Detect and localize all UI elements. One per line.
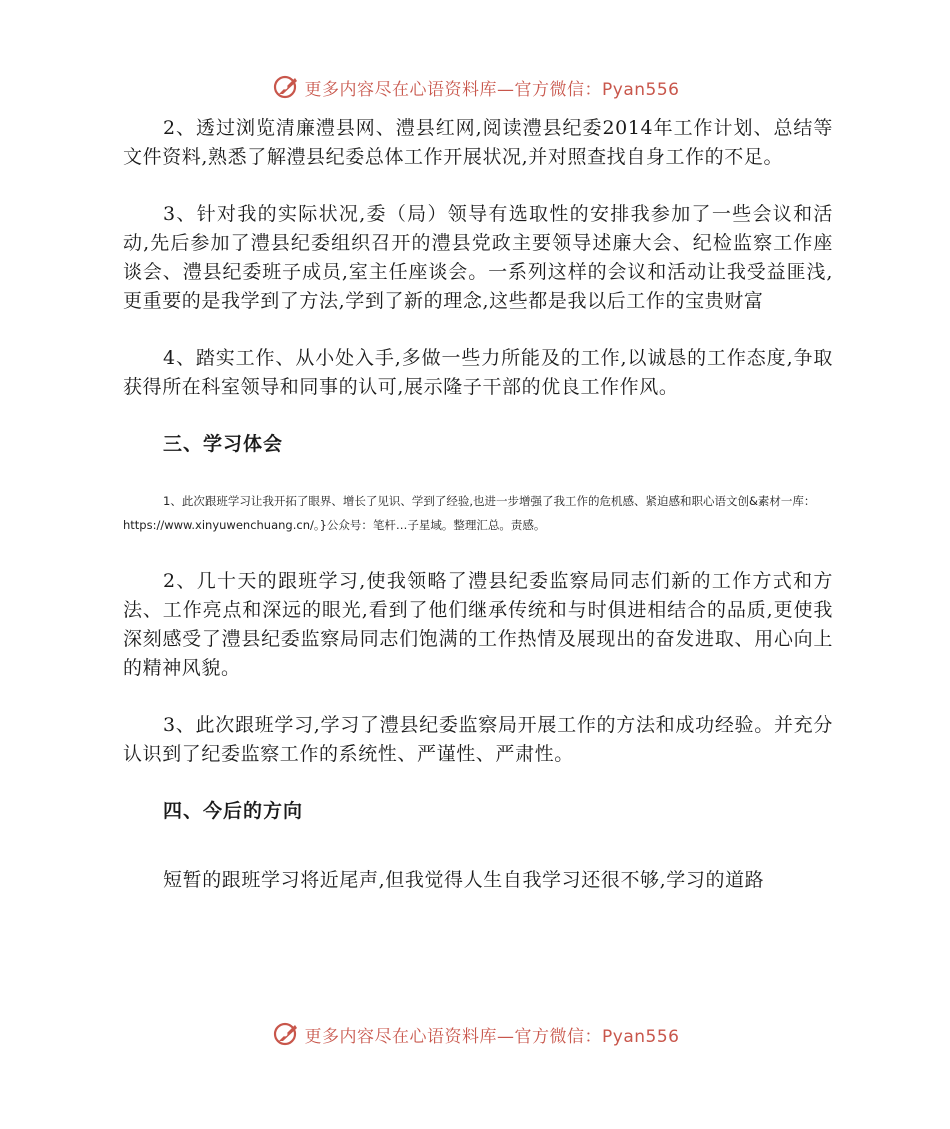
paragraph: 短暂的跟班学习将近尾声,但我觉得人生自我学习还很不够,学习的道路	[163, 869, 765, 891]
header-banner	[0, 67, 950, 107]
paragraph: 3、此次跟班学习,学习了澧县纪委监察局开展工作的方法和成功经验。并充分认识到了纪委监察工作的系统性、严谨性、严肃性。	[123, 714, 833, 765]
banner-text: 更多内容尽在心语资料库—官方微信：Pyan556	[304, 1026, 680, 1047]
banner-text: 更多内容尽在心语资料库—官方微信：Pyan556	[304, 79, 680, 100]
quill-logo-icon	[271, 72, 301, 102]
section-heading-3: 三、学习体会	[163, 433, 284, 455]
small-note-paragraph: 1、此次跟班学习让我开拓了眼界、增长了见识、学到了经验,也进一步增强了我工作的危机感、紧迫感和职心语文创&素材一库：https://www.xinyuwenchuang.cn/。}公众号：笔杆…子星域。整理汇总。责感。	[123, 494, 816, 532]
paragraph: 2、几十天的跟班学习,使我领略了澧县纪委监察局同志们新的工作方式和方法、工作亮点和深远的眼光,看到了他们继承传统和与时俱进相结合的品质,更使我深刻感受了澧县纪委监察局同志们饱满的工作热情及展现出的奋发进取、用心向上的精神风貌。	[123, 570, 833, 679]
document-body	[123, 114, 833, 923]
paragraph: 4、踏实工作、从小处入手,多做一些力所能及的工作,以诚恳的工作态度,争取获得所在科室领导和同事的认可,展示隆子干部的优良工作作风。	[123, 347, 833, 398]
paragraph: 3、针对我的实际状况,委（局）领导有选取性的安排我参加了一些会议和活动,先后参加了澧县纪委组织召开的澧县党政主要领导述廉大会、纪检监察工作座谈会、澧县纪委班子成员,室主任座谈会。一系列这样的会议和活动让我受益匪浅,更重要的是我学到了方法,学到了新的理念,这些都是我以后工作的宝贵财富	[123, 203, 833, 312]
footer-banner	[0, 1014, 950, 1054]
section-heading-4: 四、今后的方向	[163, 800, 304, 822]
quill-logo-icon	[271, 1019, 301, 1049]
paragraph: 2、透过浏览清廉澧县网、澧县红网,阅读澧县纪委2014年工作计划、总结等文件资料,熟悉了解澧县纪委总体工作开展状况,并对照查找自身工作的不足。	[123, 117, 833, 168]
